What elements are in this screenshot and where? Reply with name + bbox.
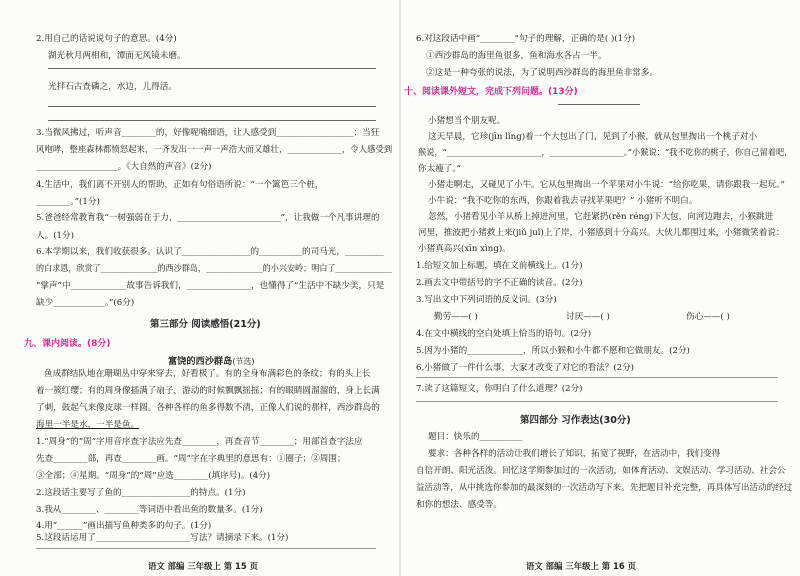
reading-question-3: 3.写出文中下列词语的反义词。(3分) <box>416 295 557 305</box>
essay-requirement-line-4: 和你的想法、感受等。 <box>416 500 502 510</box>
antonym-1: 勤劳——( ) <box>434 312 478 322</box>
question-9-2: 2.这段话主要写了鱼的________________的特点。(1分) <box>36 488 246 498</box>
question-2: 2.用自己的话说说句子的意思。(4分) <box>36 34 177 44</box>
answer-line[interactable] <box>416 377 778 378</box>
question-4-line-1: 4.生活中，我们离不开别人的帮助，正如有句俗语所说：“一个篱笆三个桩， <box>36 180 324 190</box>
story-line-2: 这天早晨，它珍(jīn lǐng)着一个大包出了门，见到了小猴，就从包里掏出一个桃子对小 <box>428 132 758 142</box>
question-6-line-3: “掌声”中_____________故事告诉我们，_______________，也懂得了“生活中不缺少美，只是 <box>36 281 385 291</box>
question-3-line-3: ___________________。《大自然的声音》(2分) <box>36 162 212 172</box>
reading-question-6: 6.小猪做了一件什么事，大家才改变了对它的看法？(2分) <box>416 363 635 373</box>
passage-line-3: 了刺，鼓起气来像皮球一样圆。各种各样的鱼多得数不清，正像人们说的那样，西沙群岛的 <box>36 403 380 413</box>
question-9-1-line-1: 1.“周身”的“周”字用音序查字法应先查________，再查音节________；用部首查字法应 <box>36 437 363 447</box>
part-4-heading: 第四部分 习作表达(30分) <box>520 415 631 426</box>
answer-line[interactable] <box>48 120 376 121</box>
answer-line[interactable] <box>48 68 376 69</box>
antonym-3: 伤心——( ) <box>686 312 730 322</box>
essay-requirement-line-2: 自信开朗、阳光活泼。回忆这学期参加过的一次活动，如体育活动、文娱活动、学习活动、社会公 <box>416 466 786 476</box>
question-9-1-line-3: ③全部；④星期。“周身”的“周”应选________(填序号)。(4分) <box>36 471 271 481</box>
question-9-3: 3.我从________、________等词语中看出鱼的数量多。(1分) <box>36 505 263 515</box>
passage-title <box>168 353 255 367</box>
question-9-4: 4.用“______”画出描写鱼种类多的句子。(1分) <box>36 521 212 531</box>
option-1: ①西沙群岛的海里鱼很多，鱼和海水各占一半。 <box>426 51 607 61</box>
poem-line-2: 光拌石古查磷之，水边，儿得活。 <box>48 82 177 92</box>
title-blank[interactable] <box>558 104 640 105</box>
reading-question-4: 4.在文中横线的空白处填上恰当的语句。(2分) <box>416 329 592 339</box>
essay-requirement-line-3: 益活动等，从中挑选你参加的最深刻的一次活动写下来。先把题目补充完整，再具体写出活动的经过 <box>416 483 793 493</box>
section-9-heading: 九、课内阅读。(8分) <box>24 339 111 349</box>
story-line-9: 小猪真高兴(xīn xìng)。 <box>418 244 511 254</box>
essay-topic: 题目：快乐的__________ <box>428 432 523 442</box>
essay-requirement-line-1: 要求：各种各样的活动让我们增长了知识，拓宽了视野，在活动中，我们变得 <box>428 449 721 459</box>
question-4-line-2: ________。”(1分) <box>36 197 100 207</box>
question-9-5: 5.这段话运用了______________________写法？请摘录下来。(1分) <box>36 533 289 543</box>
passage-note: (节选) <box>232 357 255 366</box>
answer-line[interactable] <box>48 106 376 107</box>
story-line-3: 猴说，“_______________________，__________________。”小猴说：“我不吃你的桃子，你自己留着吧， <box>418 148 793 158</box>
part-3-heading: 第三部分 阅读感悟(21分) <box>150 319 261 330</box>
poem-line-1: 湖光秋月两相和，潭面无风镜未磨。 <box>48 51 186 61</box>
question-6-line-2: 的白求恩，欣赏了______________的西沙群岛，______________的小兴安岭；明白了______________ <box>36 264 393 274</box>
section-10-heading: 十、阅读课外短文，完成下列问题。(13分) <box>404 87 578 97</box>
page-footer: 语文 部编 三年级上 第 16 页 <box>526 561 636 571</box>
reading-question-1: 1.给短文加上标题，填在文前横线上。(1分) <box>416 261 583 271</box>
reading-question-2: 2.画去文中带括号的字不正确的读音。(2分) <box>416 278 583 288</box>
story-line-7: 忽然，小猪看见小羊从桥上掉进河里，它赶紧扔(rěn réng)下大包，向河边跑去，小猴跳进 <box>428 212 774 222</box>
answer-line[interactable] <box>36 548 376 549</box>
passage-line-1: 鱼成群结队地在珊瑚丛中穿来穿去，好看极了。有的全身布满彩色的条纹；有的头上长 <box>44 369 371 379</box>
question-6-line-1: 6.本学期以来，我们收获很多。认识了________________的__________的司马光，_________ <box>36 247 384 257</box>
question-9-1-line-2: 先查________部，再查________画。“周”字在字典里的意思有：①圈子；②周围； <box>36 454 346 464</box>
story-line-4: 你太瘦了。” <box>418 164 462 174</box>
question-3-line-2: 风咆哮，整座森林都愤怒起来，一齐发出一一声一声浩大而又雄壮，_____________，令人感受到 <box>36 145 393 155</box>
passage-title-text: 富饶的西沙群岛 <box>168 356 233 367</box>
story-line-6: 小牛说：“我不吃你的东西，你跟着我去寻找苹果吧？” 小猪听不明白。 <box>428 196 698 206</box>
question-3-line-1: 3.当微风拂过，听声音________的，好像呢喃细语，让人感受到__________________；当狂 <box>36 128 380 138</box>
question-6: 6.对这段话中画“________”句子的理解，正确的是( )(1分) <box>416 34 636 44</box>
right-page <box>400 0 800 576</box>
story-line-8: 河里，推波把小猪救上来(jiǔ juǐ)上了岸，小猪感到十分高兴。大伙儿都围过来，小猪微笑着说： <box>418 228 785 238</box>
reading-question-5: 5.因为小猪的_____________，所以小猴和小牛都不愿和它做朋友。(2分) <box>416 346 690 356</box>
passage-line-2: 着一簇红缨；有的周身像插满了扇子，游动的时候飘飘摇摇；有的眼睛圆溜溜的，身上长满 <box>36 386 380 396</box>
question-5-line-2: 人。(1分) <box>36 231 74 241</box>
question-6-line-4: 缺少____________。”(6分) <box>36 298 135 308</box>
page-footer: 语文 部编 三年级上 第 15 页 <box>148 561 258 571</box>
antonym-2: 讨厌——( ) <box>566 312 610 322</box>
question-5-line-1: 5.爸爸经常教育我“一树强弱在于力，________________________”，让我做一个凡事讲理的 <box>36 213 380 223</box>
passage-line-4: 海里一半是水，一半是鱼。 <box>36 420 140 430</box>
option-2: ②这是一种夸张的说法，为了说明西沙群岛的海里鱼非常多。 <box>426 68 659 78</box>
story-line-5: 小猪走啊走，又碰见了小牛。它从包里掏出一个苹果对小牛说：“给你吃果，请你跟我一起玩。” <box>428 180 785 190</box>
answer-line[interactable] <box>416 401 778 402</box>
story-line-1: 小猪想当个朋友呢。 <box>428 116 506 126</box>
reading-question-7: 7.读了这篇短文，你明白了什么道理？(2分) <box>416 384 583 394</box>
